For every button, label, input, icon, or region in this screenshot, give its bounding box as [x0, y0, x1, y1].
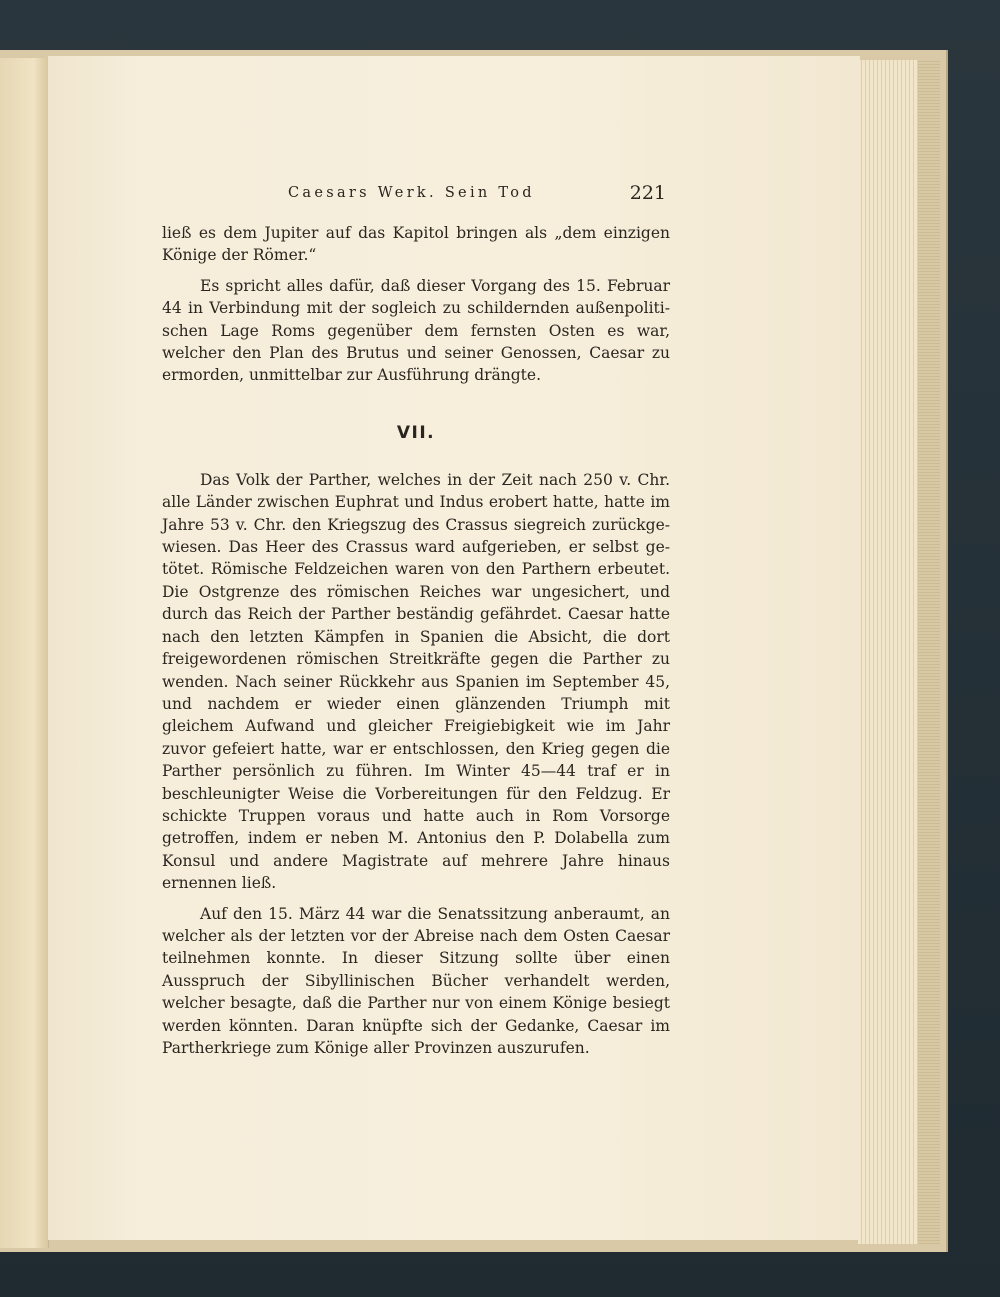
page-header — [162, 182, 670, 212]
section-heading: VII. — [396, 422, 436, 443]
paragraph: Es spricht alles dafür, daß dieser Vorgang des 15. Februar 44 in Verbindung mit der sogleich zu schildernden außenpolitischen Lage Roms gegenüber dem fernsten Osten es war, welcher den Plan des Brutus und seiner Genossen, Caesar zu ermorden, unmittelbar zur Ausführung drängte. — [162, 276, 670, 385]
page-block-edges — [858, 60, 919, 1244]
paragraph-continuation: ließ es dem Jupiter auf das Kapitol bringen als „dem einzigen Könige der Römer.“ — [162, 224, 670, 265]
paragraph: Auf den 15. März 44 war die Senatssitzung anberaumt, an welcher als der letzten vor der Abreise nach dem Osten Caesar teilnehmen konnte. In dieser Sitzung sollte über einen Ausspruch der Sibyllinischen Bücher verhandelt werden, welcher besagte, daß die Parther nur von einem Könige besiegt werden könnten. Daran knüpfte sich der Gedanke, Caesar im Partherkriege zum Könige aller Provinzen auszurufen. — [162, 904, 670, 1057]
left-page-edge — [0, 58, 49, 1248]
paragraph: Das Volk der Parther, welches in der Zeit nach 250 v. Chr. alle Länder zwischen Euphrat und Indus erobert hatte, hatte im Jahre 53 v. Chr. den Kriegszug des Crassus siegreich zurückgewiesen. Das Heer des Crassus ward aufgerieben, er selbst getötet. Römische Feldzeichen waren von den Parthern erbeutet. Die Ostgrenze des römischen Reiches war ungesichert, und durch das Reich der Parther beständig gefährdet. Caesar hatte nach den letzten Kämpfen in Spanien die Absicht, die dort freigewordenen römischen Streitkräfte gegen die Parther zu wenden. Nach seiner Rückkehr aus Spanien im September 45, und nachdem er wieder einen glänzenden Triumph mit gleichem Aufwand und gleicher Freigiebigkeit wie im Jahr zuvor gefeiert hatte, war er entschlossen, den Krieg gegen die Parther persönlich zu führen. Im Winter 45—44 traf er in beschleunigter Weise die Vorbereitungen für den Feldzug. Er schickte Truppen voraus und hatte auch in Rom Vorsorge getroffen, indem er neben M. Antonius den P. Dolabella zum Konsul und andere Magistrate auf mehrere Jahre hinaus ernennen ließ. — [162, 470, 670, 893]
page-number: 221 — [629, 182, 666, 204]
page-text — [162, 182, 670, 1059]
cloth-binding — [918, 60, 940, 1246]
running-head: Caesars Werk. Sein Tod — [288, 185, 535, 201]
